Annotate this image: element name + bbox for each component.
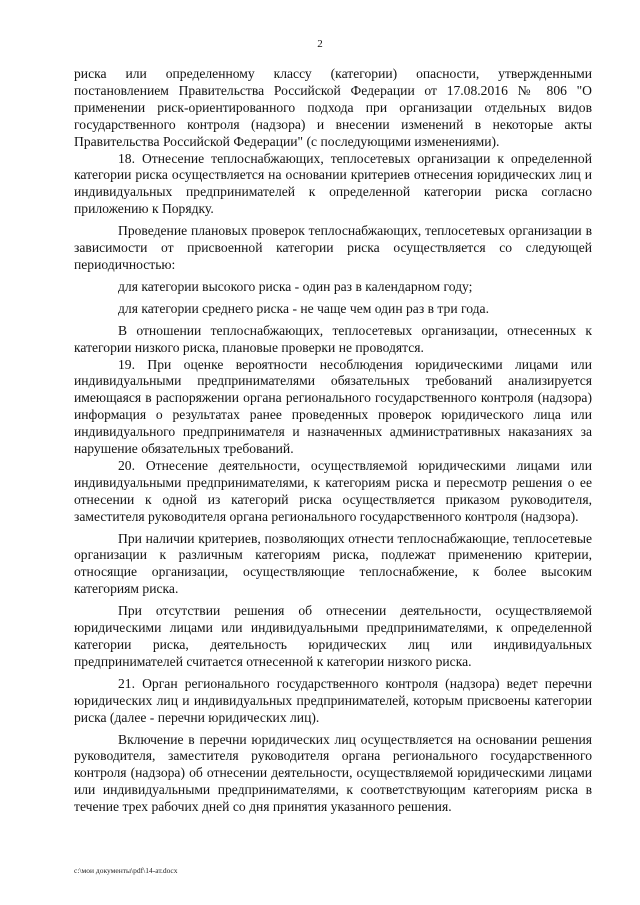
page-number: 2 [317,38,323,50]
document-body [74,66,592,816]
paragraph-high-risk: для категории высокого риска - один раз в календарном году; [118,278,473,294]
paragraph-19: 19. При оценке вероятности несоблюдения юридическими лицами или индивидуальными предпринимателями обязательных требований анализируется имеющаяся в распоряжении органа регионального государственного контроля (надзора) информация о результатах ранее проведенных проверок юридического лица или индивидуального предпринимателя и назначенных административных наказаниях за нарушение обязательных требований. [74,356,592,457]
paragraph-21: 21. Орган регионального государственного контроля (надзора) ведет перечни юридических лиц и индивидуальных предпринимателей, которым присвоены категории риска (далее - перечни юридических лиц). [74,675,592,725]
footer-file-path: c:\мои документы\pdf\14-ат.docx [74,866,178,875]
paragraph-criteria: При наличии критериев, позволяющих отнести теплоснабжающие, теплосетевые организации к различным категориям риска, подлежат применению критерии, относящие организации, осуществляющие теплоснабжение, к более высоким категориям риска. [74,530,592,597]
paragraph-low-risk: В отношении теплоснабжающих, теплосетевых организации, отнесенных к категории низкого риска, плановые проверки не проводятся. [74,322,592,355]
paragraph-18: 18. Отнесение теплоснабжающих, теплосетевых организации к определенной категории риска осуществляется на основании критериев отнесения юридических лиц и индивидуальных предпринимателей к определенной категории риска согласно приложению к Порядку. [74,150,592,217]
paragraph-scheduled-inspections: Проведение плановых проверок теплоснабжающих, теплосетевых организации в зависимости от присвоенной категории риска осуществляется со следующей периодичностью: [74,223,592,272]
paragraph-20: 20. Отнесение деятельности, осуществляемой юридическими лицами или индивидуальными предпринимателями, к категориям риска и пересмотр решения о ее отнесении к одной из категорий риска осуществляется приказом руководителя, заместителя руководителя органа регионального государственного контроля (надзора). [74,457,592,524]
paragraph-continuation: риска или определенному классу (категории) опасности, утвержденными постановлением Правительства Российской Федерации от 17.08.2016 № 806 "О применении риск-ориентированного подхода при организации отдельных видов государственного контроля (надзора) и внесении изменений в некоторые акты Правительства Российской Федерации" (с последующими изменениями). [74,66,592,149]
paragraph-medium-risk: для категории среднего риска - не чаще чем один раз в три года. [118,300,489,316]
paragraph-no-decision: При отсутствии решения об отнесении деятельности, осуществляемой юридическими лицами или индивидуальными предпринимателями, к определенной категории риска, деятельность юридических лиц или индивидуальных предпринимателей считается отнесенной к категории низкого риска. [74,603,592,669]
paragraph-inclusion: Включение в перечни юридических лиц осуществляется на основании решения руководителя, заместителя руководителя органа регионального государственного контроля (надзора) об отнесении деятельности, осуществляемой юридическими лицами или индивидуальными предпринимателями, к соответствующим категориям риска в течение трех рабочих дней со дня принятия указанного решения. [74,731,592,815]
